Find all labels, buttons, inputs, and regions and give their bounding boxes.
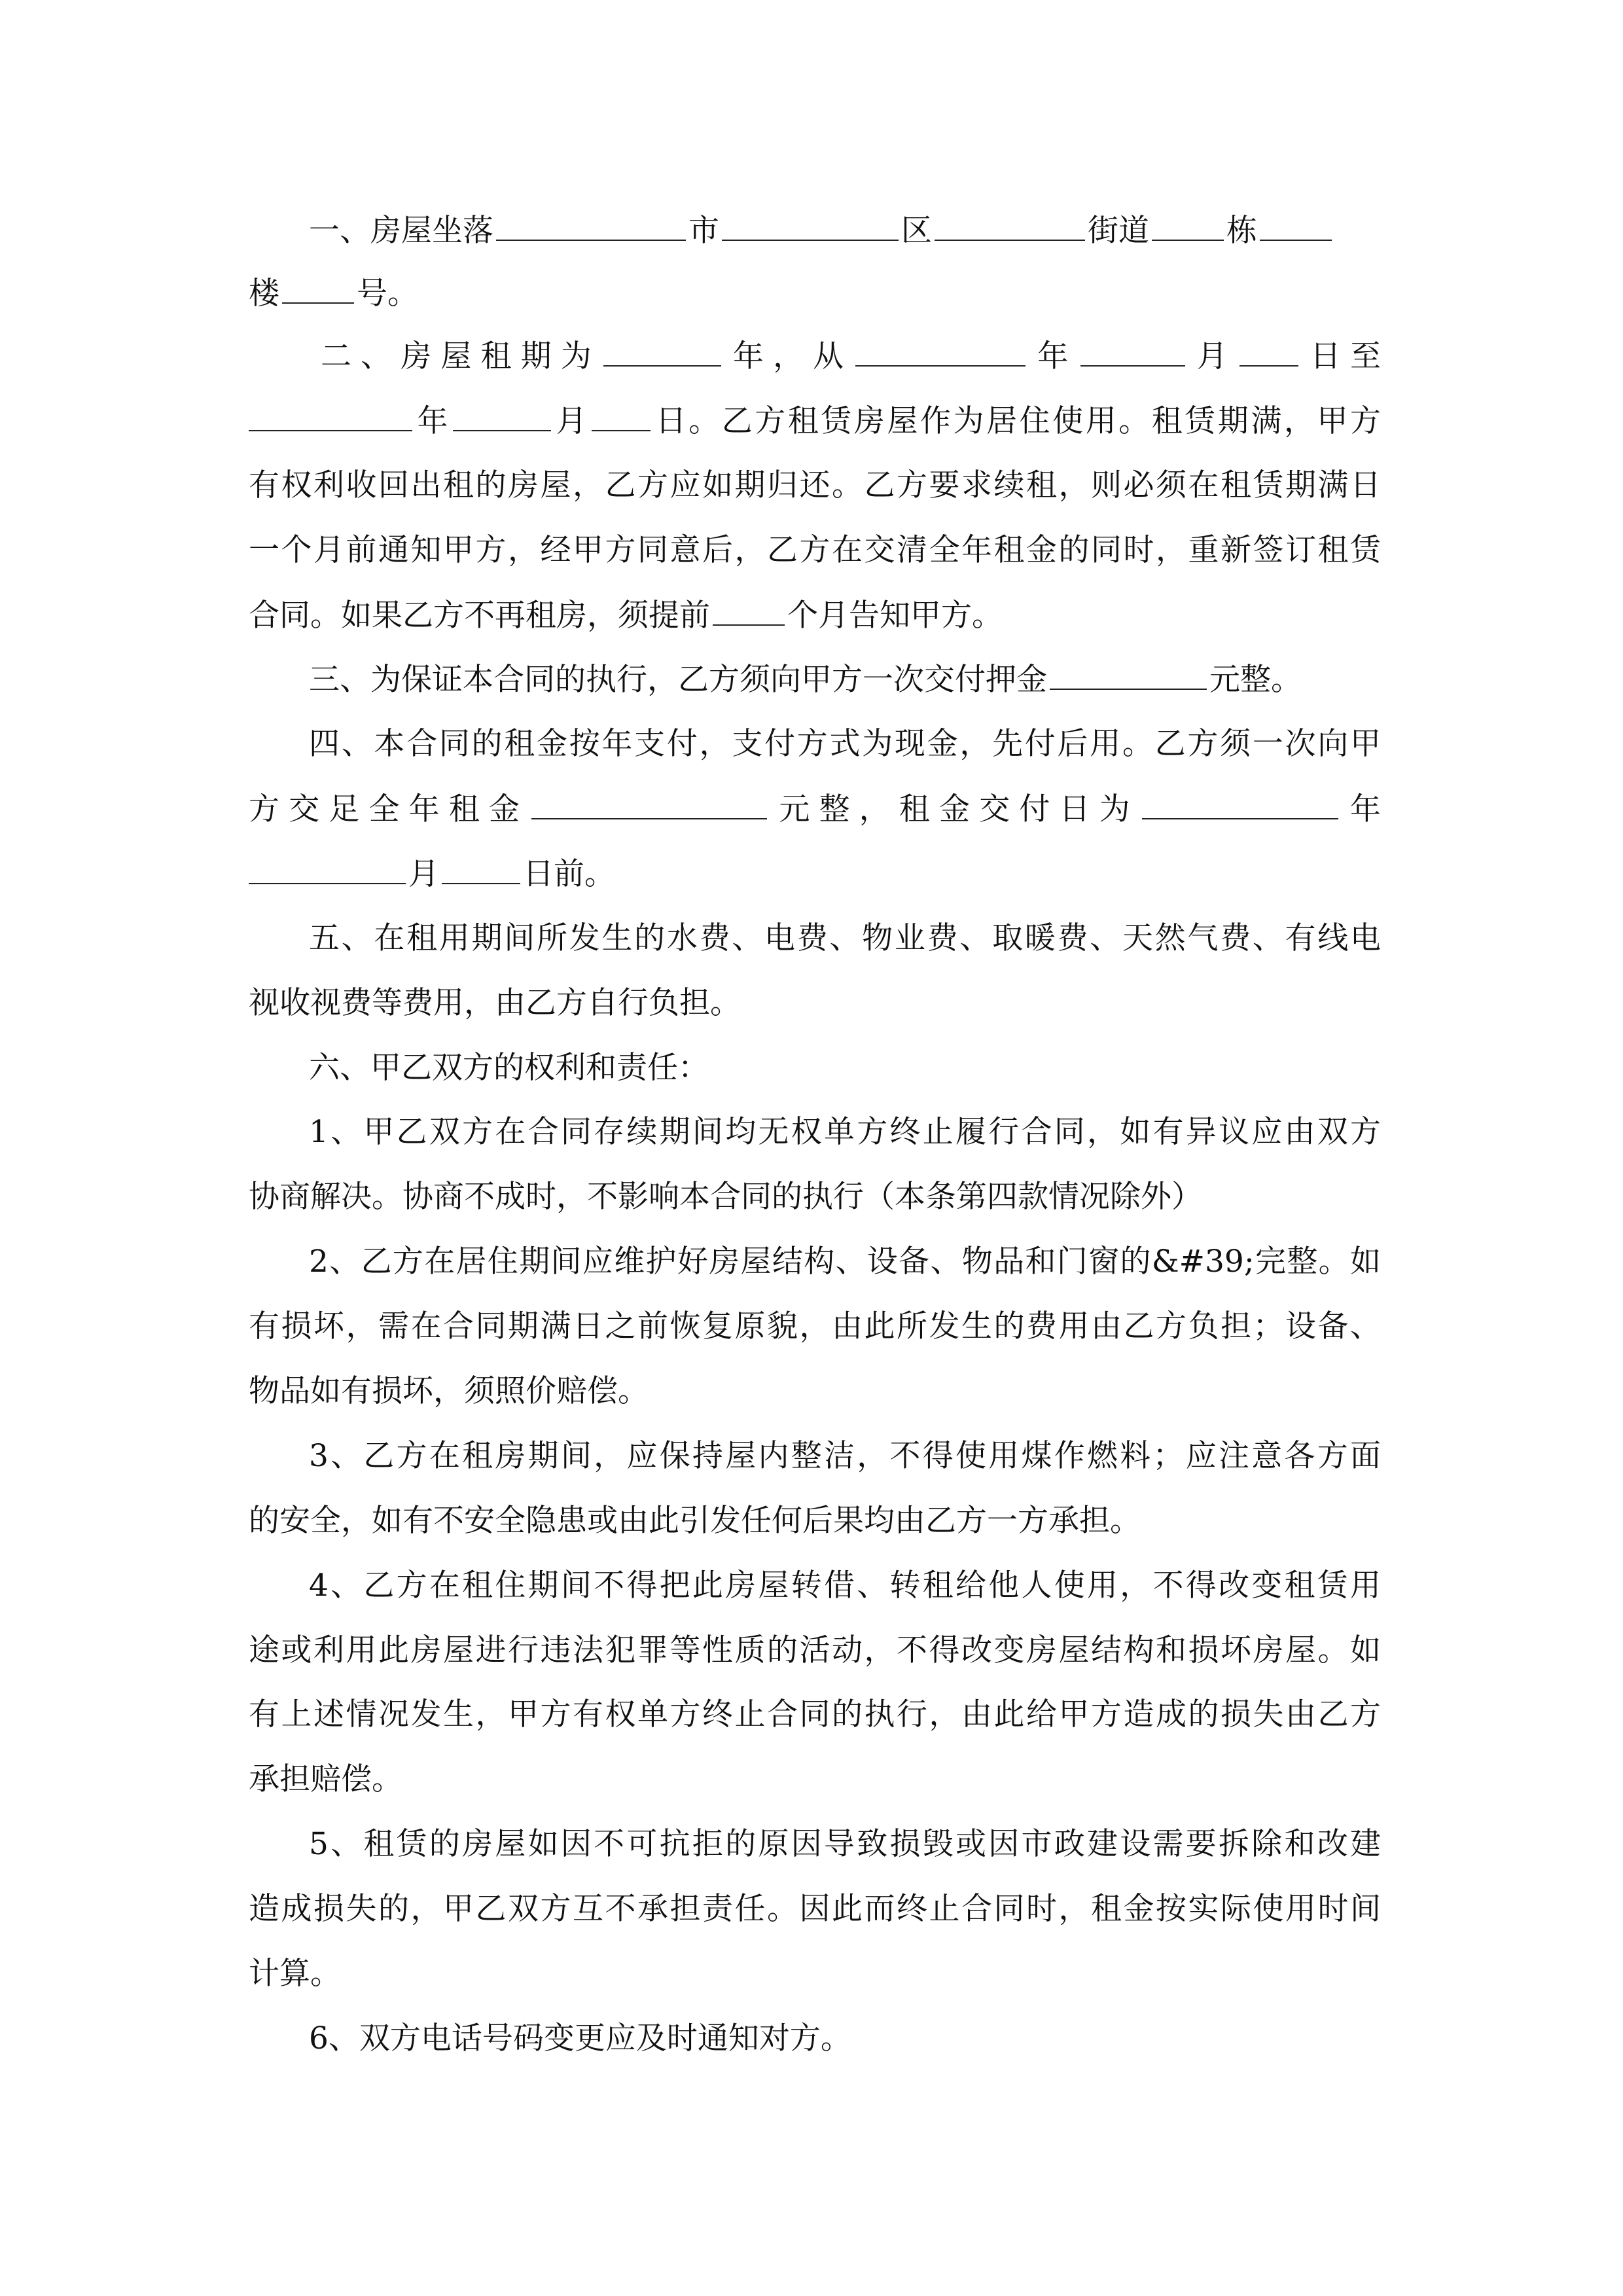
clause-4-text: 元整，租金交付日为 <box>770 791 1139 827</box>
clause-2-text: 二、房屋租期为 <box>321 338 601 374</box>
item-3-line-2 <box>249 1501 1381 1541</box>
clause-4-text: 月 <box>408 856 439 892</box>
clause-4-line-2 <box>249 789 1381 829</box>
blank-field <box>496 211 686 241</box>
item-2-text: 2、乙方在居住期间应维护好房屋结构、设备、物品和门窗的&#39;完整。如 <box>309 1244 1381 1280</box>
clause-2-text: 月 <box>554 403 590 439</box>
clause-3-text: 元整。 <box>1209 662 1302 698</box>
item-1-line-2 <box>249 1177 1381 1217</box>
clause-2-line-3 <box>249 466 1381 505</box>
blank-field <box>713 596 785 626</box>
item-4-line-3 <box>249 1695 1381 1734</box>
blank-field <box>442 854 520 884</box>
item-2-line-1 <box>309 1242 1381 1282</box>
blank-field <box>1050 660 1207 690</box>
clause-1-text: 市 <box>688 213 719 249</box>
item-1-text: 协商解决。协商不成时，不影响本合同的执行（本条第四款情况除外） <box>249 1179 1202 1215</box>
item-6-line-1 <box>309 2019 1381 2058</box>
clause-2-text: 有权利收回出租的房屋，乙方应如期归还。乙方要求续租，则必须在租赁期满日 <box>249 467 1381 503</box>
clause-5-text: 视收视费等费用，由乙方自行负担。 <box>249 985 741 1021</box>
clause-1-text: 楼 <box>249 276 279 312</box>
blank-field <box>453 401 551 431</box>
blank-field <box>722 211 899 241</box>
clause-6-title <box>309 1049 1381 1088</box>
clause-4-line-1 <box>309 725 1381 764</box>
item-5-text: 计算。 <box>249 1956 341 1992</box>
item-4-line-2 <box>249 1631 1381 1670</box>
clause-2-text: 一个月前通知甲方，经甲方同意后，乙方在交清全年租金的同时，重新签订租赁 <box>249 532 1381 568</box>
clause-1-text: 区 <box>901 213 932 249</box>
clause-1-text: 一、房屋坐落 <box>309 213 493 249</box>
blank-field <box>249 401 412 431</box>
blank-field <box>855 336 1026 367</box>
clause-5-line-1 <box>309 919 1381 958</box>
item-5-line-1 <box>309 1825 1381 1864</box>
item-5-text: 造成损失的，甲乙双方互不承担责任。因此而终止合同时，租金按实际使用时间 <box>249 1891 1381 1927</box>
item-3-text: 3、乙方在租房期间，应保持屋内整洁，不得使用煤作燃料；应注意各方面 <box>309 1438 1381 1474</box>
item-1-line-1 <box>309 1113 1381 1152</box>
clause-2-text: 合同。如果乙方不再租房，须提前 <box>249 598 710 634</box>
blank-field <box>1080 336 1185 367</box>
clause-2-text: 年，从 <box>723 338 853 374</box>
clause-2-line-4 <box>249 531 1381 570</box>
blank-field <box>1260 211 1332 241</box>
item-3-line-1 <box>309 1437 1381 1476</box>
clause-4-text: 方交足全年租金 <box>249 791 529 827</box>
clause-2-line-1 <box>321 336 1381 376</box>
clause-2-line-2 <box>249 401 1381 440</box>
blank-field <box>531 789 767 819</box>
item-6-text: 6、双方电话号码变更应及时通知对方。 <box>309 2020 851 2056</box>
clause-2-text: 年 <box>1028 338 1078 374</box>
blank-field <box>282 274 354 304</box>
clause-1-text: 号。 <box>357 276 418 312</box>
item-5-text: 5、租赁的房屋如因不可抗拒的原因导致损毁或因市政建设需要拆除和改建 <box>309 1826 1381 1862</box>
item-4-text: 有上述情况发生，甲方有权单方终止合同的执行，由此给甲方造成的损失由乙方 <box>249 1696 1381 1732</box>
clause-5-text: 五、在租用期间所发生的水费、电费、物业费、取暖费、天然气费、有线电 <box>309 920 1381 956</box>
item-2-line-3 <box>249 1372 1381 1411</box>
blank-field <box>1240 336 1298 367</box>
blank-field <box>592 401 651 431</box>
clause-2-text: 年 <box>415 403 451 439</box>
item-3-text: 的安全，如有不安全隐患或由此引发任何后果均由乙方一方承担。 <box>249 1503 1141 1539</box>
blank-field <box>935 211 1085 241</box>
clause-2-text: 个月告知甲方。 <box>787 598 1003 634</box>
clause-1-line-2 <box>249 274 1381 313</box>
blank-field <box>249 854 406 884</box>
item-4-text: 4、乙方在租住期间不得把此房屋转借、转租给他人使用，不得改变租赁用 <box>309 1568 1381 1604</box>
item-2-line-2 <box>249 1307 1381 1346</box>
clause-2-line-5 <box>249 596 1381 635</box>
blank-field <box>1152 211 1224 241</box>
clause-2-text: 日。乙方租赁房屋作为居住使用。租赁期满，甲方 <box>653 403 1382 439</box>
clause-3-text: 三、为保证本合同的执行，乙方须向甲方一次交付押金 <box>309 662 1047 698</box>
clause-2-text: 日至 <box>1300 338 1382 374</box>
item-2-text: 有损坏，需在合同期满日之前恢复原貌，由此所发生的费用由乙方负担；设备、 <box>249 1308 1381 1344</box>
item-4-text: 承担赔偿。 <box>249 1761 402 1797</box>
item-4-line-4 <box>249 1760 1381 1799</box>
clause-4-text: 四、本合同的租金按年支付，支付方式为现金，先付后用。乙方须一次向甲 <box>309 726 1381 762</box>
item-4-text: 途或利用此房屋进行违法犯罪等性质的活动，不得改变房屋结构和损坏房屋。如 <box>249 1632 1381 1668</box>
clause-4-line-3 <box>249 854 1381 893</box>
clause-1-text: 街道 <box>1088 213 1149 249</box>
item-5-line-2 <box>249 1890 1381 1929</box>
clause-2-text: 月 <box>1187 338 1237 374</box>
item-1-text: 1、甲乙双方在合同存续期间均无权单方终止履行合同，如有异议应由双方 <box>309 1114 1381 1150</box>
clause-4-text: 年 <box>1340 791 1382 827</box>
blank-field <box>603 336 721 367</box>
item-2-text: 物品如有损坏，须照价赔偿。 <box>249 1373 649 1409</box>
clause-1-text: 栋 <box>1226 213 1257 249</box>
clause-4-text: 日前。 <box>523 856 615 892</box>
item-4-line-1 <box>309 1566 1381 1605</box>
item-5-line-3 <box>249 1954 1381 1994</box>
clause-6-text: 六、甲乙双方的权利和责任： <box>309 1050 709 1086</box>
clause-1-line-1 <box>309 211 1381 250</box>
blank-field <box>1142 789 1338 819</box>
clause-3-line-1 <box>309 660 1381 699</box>
clause-5-line-2 <box>249 984 1381 1023</box>
